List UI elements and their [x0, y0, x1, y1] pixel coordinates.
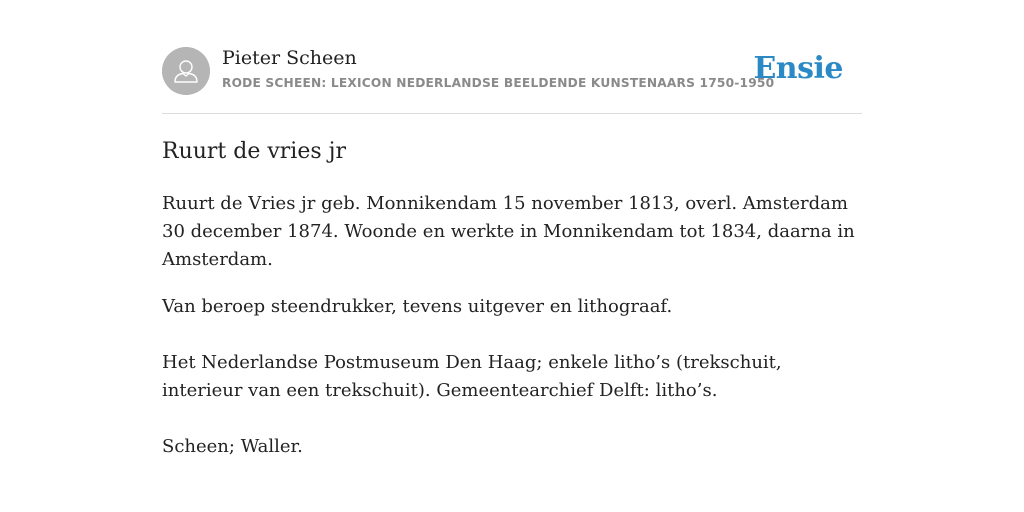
user-icon [162, 47, 210, 95]
article-paragraph-1: Ruurt de Vries jr geb. Monnikendam 15 november 1813, overl. Amsterdam 30 december 1874. Woonde en werkte in Monnikendam tot 1834, daarna in Amsterdam. [162, 193, 855, 270]
article-paragraph-2: Van beroep steendrukker, tevens uitgever en lithograaf. [162, 296, 673, 317]
article-paragraph-4: Scheen; Waller. [162, 436, 303, 457]
article-header [162, 0, 862, 114]
ensie-logo[interactable]: Ensie [753, 51, 843, 86]
avatar[interactable] [162, 47, 210, 95]
article-title: Ruurt de vries jr [162, 139, 346, 164]
article-card [162, 0, 862, 457]
author-name[interactable]: Pieter Scheen [222, 47, 357, 69]
article-paragraph-3: Het Nederlandse Postmuseum Den Haag; enkele litho’s (trekschuit, interieur van een trekschuit). Gemeentearchief Delft: litho’s. [162, 352, 782, 401]
source-title[interactable]: RODE SCHEEN: LEXICON NEDERLANDSE BEELDENDE KUNSTENAARS 1750-1950 [222, 76, 775, 90]
